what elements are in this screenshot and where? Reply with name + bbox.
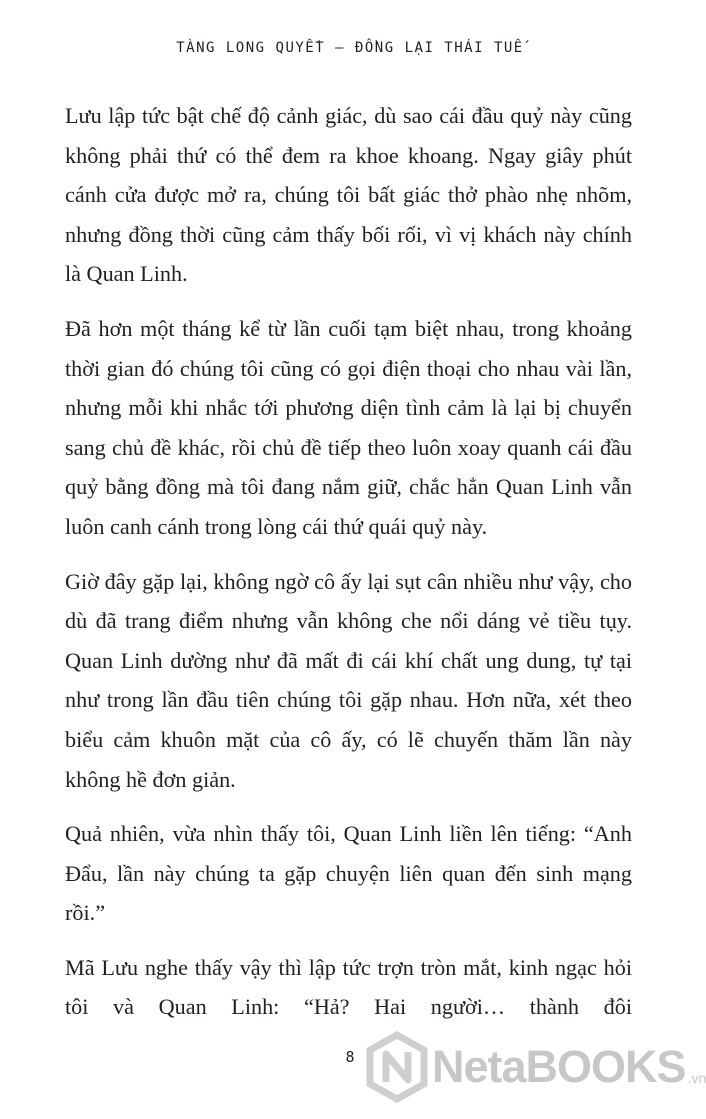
paragraph-2: Đã hơn một tháng kể từ lần cuối tạm biệt nhau, trong khoảng thời gian đó chúng tôi cũng có gọi điện thoại cho nhau vài lần, nhưng mỗi khi nhắc tới phương diện tình cảm là lại bị chuyển sang chủ đề khác, rồi chủ đề tiếp theo luôn xoay quanh cái đầu quỷ bằng đồng mà tôi đang nắm giữ, chắc hẳn Quan Linh vẫn luôn canh cánh trong lòng cái thứ quái quỷ này.	[65, 315, 632, 539]
paragraph-1: Lưu lập tức bật chế độ cảnh giác, dù sao cái đầu quỷ này cũng không phải thứ có thể đem ra khoe khoang. Ngay giây phút cánh cửa được mở ra, chúng tôi bất giác thở phào nhẹ nhõm, nhưng đồng thời cũng cảm thấy bối rối, vì vị khách này chính là Quan Linh.	[65, 103, 632, 287]
paragraph-3: Giờ đây gặp lại, không ngờ cô ấy lại sụt cân nhiều như vậy, cho dù đã trang điểm nhưng vẫn không che nổi dáng vẻ tiều tụy. Quan Linh dường như đã mất đi cái khí chất ung dung, tự tại như trong lần đầu tiên chúng tôi gặp nhau. Hơn nữa, xét theo biểu cảm khuôn mặt của cô ấy, có lẽ chuyến thăm lần này không hề đơn giản.	[65, 568, 632, 792]
running-header: TÀNG LONG QUYẾT – ĐỒNG LẠI THÁI TUẾ	[176, 40, 524, 56]
paragraph-5: Mã Lưu nghe thấy vậy thì lập tức trợn tròn mắt, kinh ngạc hỏi tôi và Quan Linh: “Hả? Hai người… thành đôi	[65, 954, 632, 1020]
watermark-domain: .vn	[687, 1070, 706, 1086]
paragraph-4: Quả nhiên, vừa nhìn thấy tôi, Quan Linh liền lên tiếng: “Anh Đẩu, lần này chúng ta gặp chuyện liên quan đến sinh mạng rồi.”	[65, 821, 632, 926]
netabooks-watermark	[366, 1030, 706, 1104]
chapter-body-text	[65, 96, 632, 1042]
watermark-brand: NetaBOOKS	[432, 1041, 686, 1092]
page-number: 8	[345, 1048, 355, 1066]
netabooks-logo-icon	[366, 1032, 428, 1102]
